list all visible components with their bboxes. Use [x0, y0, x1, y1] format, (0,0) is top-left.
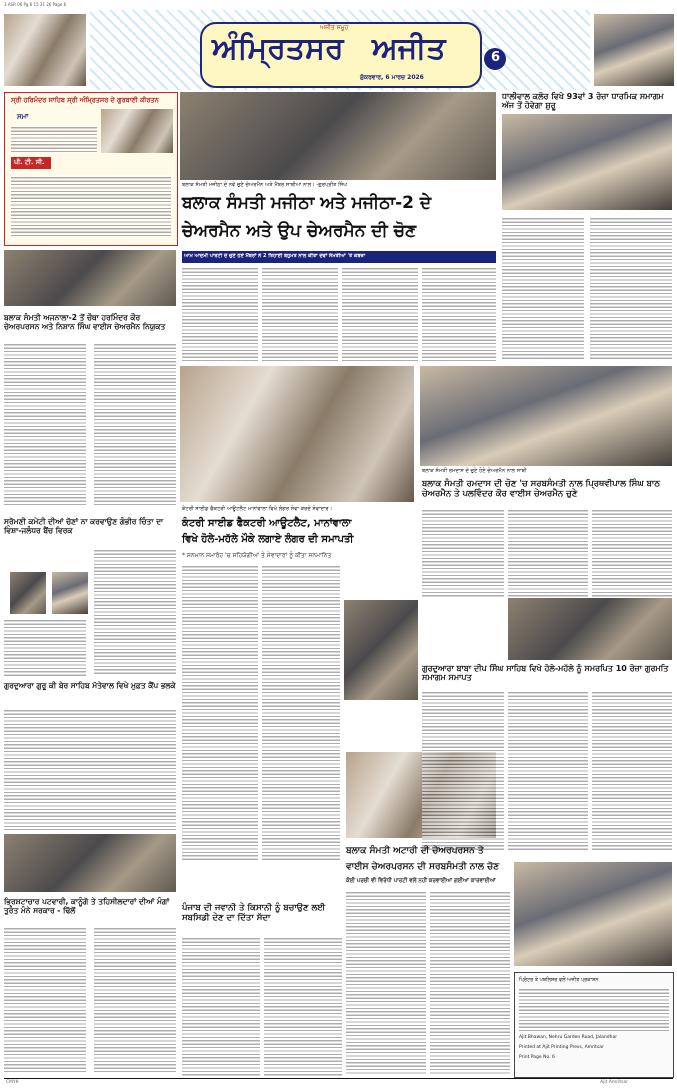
bottom-strip-left: CMYK — [6, 1080, 19, 1085]
left-story1-body-2 — [94, 342, 176, 506]
right-story3-body-3 — [592, 690, 672, 850]
right-story2-body-3 — [592, 508, 672, 598]
imprint-text — [519, 987, 669, 1031]
ad-badge: ਪੀ. ਟੀ. ਸੀ. — [14, 158, 45, 166]
right-top-photo — [502, 114, 672, 210]
left-story2-body-1 — [4, 618, 86, 676]
center-bottom-headline-2: ਵਾਈਸ ਚੇਅਰਪਰਸਨ ਦੀ ਸਰਬਸੰਮਤੀ ਨਾਲ ਚੋਣ — [346, 862, 500, 872]
right-story2-caption: ਬਲਾਕ ਸੰਮਤੀ ਰਮਦਾਸ ਦੇ ਚੁਣੇ ਹੋਏ ਚੇਅਰਮੈਨ ਨਾਲ ਸਾਥੀ — [422, 468, 527, 474]
right-story2-body-2 — [508, 508, 588, 598]
left-story2-body-2 — [94, 548, 176, 676]
masthead-small-label: ਅਜੀਤ ਸਮੂਹ — [320, 24, 349, 31]
right-story3-photo — [508, 598, 672, 660]
imprint-line3: Printed at Ajit Printing Press, Amritsar — [519, 1045, 604, 1050]
center-story-body-1 — [182, 564, 258, 860]
ad-box — [4, 92, 178, 246]
left-story2-portrait-1 — [10, 572, 46, 614]
right-story2-body-1 — [422, 508, 504, 598]
bottom-strip-right: Ajit Amritsar — [600, 1080, 629, 1085]
left-story4-photo — [4, 834, 176, 892]
left-story1-body-1 — [4, 342, 86, 506]
ad-details — [11, 175, 171, 237]
lead-headline-2: ਚੇਅਰਮੈਨ ਅਤੇ ਉਪ ਚੇਅਰਮੈਨ ਦੀ ਚੋਣ — [182, 221, 417, 241]
center-story-headline-1: ਕੰਟਰੀ ਸਾਈਡ ਫੈਕਟਰੀ ਆਊਟਲੈਟ, ਮਾਨਾਂਵਾਲਾ — [182, 518, 352, 529]
top-strip-info: 3 ASR 06 Pg 6 15 31 26 Page 6 — [4, 2, 67, 7]
center-bottom-headline-1: ਬਲਾਕ ਸੰਮਤੀ ਅਟਾਰੀ ਦੀ ਚੇਅਰਪਰਸਨ ਤੇ — [346, 846, 484, 856]
ad-photo — [101, 109, 173, 153]
imprint-box — [514, 972, 674, 1078]
masthead-title-a: ਅੰਮ੍ਰਿਤਸਰ — [212, 31, 344, 66]
imprint-line2: Ajit Bhawan, Nehru Garden Road, Jalandhar — [519, 1035, 618, 1040]
center-bottom-body-1 — [346, 890, 426, 1076]
center-story-photo — [180, 366, 414, 502]
imprint-line4: Print Page No. 6 — [519, 1055, 555, 1060]
center-story-body-2 — [262, 564, 340, 860]
center-bottom-subhead: ਕੋਈ ਪਰਚੀ ਵੀ ਵਿਰੋਧੀ ਪਾਰਟੀ ਵਲੋਂ ਨਹੀਂ ਕਰਵਾਈਆਂ ਗਈਆਂ ਕਾਰਵਾਈਆਂ — [346, 878, 496, 884]
right-top-headline: ਧਾਲੀਵਾਲ ਕਲੋਰ ਵਿਖੇ 93ਵਾਂ 3 ਰੋਜ਼ਾ ਧਾਰਮਿਕ ਸਮਾਗਮ ਅੱਜ ਤੋਂ ਹੋਵੇਗਾ ਸ਼ੁਰੂ — [502, 92, 664, 111]
right-story2-headline: ਬਲਾਕ ਸੰਮਤੀ ਰਮਦਾਸ ਦੀ ਚੋਣ 'ਚ ਸਰਬਸੰਮਤੀ ਨਾਲ ਪ੍ਰਿਥਵੀਪਾਲ ਸਿੰਘ ਬਾਠ ਚੇਅਰਮੈਨ ਤੇ ਪਲਵਿੰਦਰ ਕੌਰ ਵਾਈਸ ਚੇਅਰਮੈਨ ਚੁਣੇ — [422, 479, 660, 499]
center-story2-headline: ਪੰਜਾਬ ਦੀ ਜਵਾਨੀ ਤੇ ਕਿਸਾਨੀ ਨੂੰ ਬਚਾਉਣ ਲਈ ਸਬਸਿਡੀ ਦੇਣ ਦਾ ਦਿੱਤਾ ਸੱਦਾ — [182, 903, 326, 923]
lead-body-col2 — [262, 266, 338, 362]
center-mid-photo — [344, 600, 418, 700]
lead-photo — [180, 92, 496, 180]
center-story-caption: ਕੰਟਰੀ ਸਾਈਡ ਫੈਕਟਰੀ ਆਊਟਲੈਟ ਮਾਨਾਂਵਾਲਾ ਵਿਖੇ ਲੰਗਰ ਸੇਵਾ ਕਰਦੇ ਸੇਵਾਦਾਰ। — [182, 506, 333, 512]
masthead-left-photo — [4, 14, 86, 86]
left-story2-portrait-2 — [52, 572, 88, 614]
left-story1-headline: ਬਲਾਕ ਸੰਮਤੀ ਅਜਨਾਲਾ-2 ਤੋਂ ਚੌਥਾ ਹਰਮਿੰਦਰ ਕੌਰ ਚੇਅਰਪਰਸਨ ਅਤੇ ਨਿਸ਼ਾਨ ਸਿੰਘ ਵਾਈਸ ਚੇਅਰਮੈਨ ਨਿਯੁਕਤ — [4, 313, 166, 331]
lead-photo-caption: ਬਲਾਕ ਸੰਮਤੀ ਮਜੀਠਾ ਦੇ ਨਵੇਂ ਚੁਣੇ ਚੇਅਰਮੈਨ ਅਤੇ ਮੈਂਬਰ ਸਾਥੀਆਂ ਨਾਲ। -ਗੁਰਪ੍ਰੀਤ ਸਿੰਘ — [182, 182, 348, 188]
lead-body-col4 — [422, 266, 496, 362]
left-story2-headline: ਸ੍ਰੋਮਣੀ ਕਮੇਟੀ ਦੀਆਂ ਚੋਣਾਂ ਨਾ ਕਰਵਾਉਣ ਗੰਭੀਰ ਚਿੰਤਾ ਦਾ ਵਿਸ਼ਾ-ਜਲੰਧਰ ਬੈਂਚ ਵਿਰਕ — [4, 517, 164, 535]
center-story2-body-1 — [182, 936, 260, 1076]
masthead — [0, 10, 677, 96]
bottom-rule — [4, 1078, 673, 1079]
center-story2-body-2 — [264, 936, 342, 1076]
right-story3-body-2 — [508, 690, 588, 850]
lead-kicker: ਆਮ ਆਦਮੀ ਪਾਰਟੀ ਦੇ ਚੁਣੇ ਹੋਏ ਮੈਂਬਰਾਂ ਨੇ 2 ਤਿਹਾਈ ਬਹੁਮਤ ਨਾਲ ਕੀਤਾ ਦੋਵਾਂ ਸੰਮਤੀਆਂ 'ਤੇ ਕਬਜ਼ਾ — [184, 253, 366, 259]
page-number: 6 — [491, 50, 501, 65]
masthead-right-photo — [594, 14, 674, 86]
masthead-title-b: ਅਜੀਤ — [372, 31, 446, 66]
masthead-date: ਸ਼ੁੱਕਰਵਾਰ, 6 ਮਾਰਚ 2026 — [360, 74, 424, 81]
center-bottom-photo — [514, 862, 672, 966]
left-story1-photo — [4, 250, 176, 306]
center-bottom-body-2 — [430, 890, 510, 1076]
left-story3-headline: ਗੁਰਦੁਆਰਾ ਗੁਰੂ ਕੀ ਬੇਰ ਸਾਹਿਬ ਮੱਤੇਵਾਲ ਵਿਖੇ ਮੁਫ਼ਤ ਕੈਂਪ ਭਲਕੇ — [4, 681, 176, 690]
ad-text — [11, 125, 97, 153]
right-top-body-2 — [590, 216, 672, 360]
right-story3-body-1 — [422, 690, 504, 850]
imprint-line1: ਪ੍ਰਿੰਟਰ ਤੇ ਪਬਲਿਸ਼ਰ ਵਲੋਂ ਅਜੀਤ ਪ੍ਰਕਾਸ਼ਨ — [519, 977, 599, 983]
right-story3-headline: ਗੁਰਦੁਆਰਾ ਬਾਬਾ ਦੀਪ ਸਿੰਘ ਸਾਹਿਬ ਵਿਖੇ ਹੋਲੇ-ਮਹੱਲੇ ਨੂੰ ਸਮਰਪਿਤ 10 ਰੋਜ਼ਾ ਗੁਰਮਤਿ ਸਮਾਗਮ ਸਮਾਪਤ — [422, 664, 669, 683]
lead-body-col3 — [342, 266, 418, 362]
left-story3-body — [4, 708, 176, 830]
center-story-headline-2: ਵਿਖੇ ਹੋਲੇ-ਮਹੱਲੇ ਮੌਕੇ ਲਗਾਏ ਲੰਗਰ ਦੀ ਸਮਾਪਤੀ — [182, 534, 354, 545]
left-story4-body-2 — [94, 926, 176, 1072]
right-story2-photo — [420, 366, 672, 466]
left-story4-body-1 — [4, 926, 86, 1072]
lead-headline-1: ਬਲਾਕ ਸੰਮਤੀ ਮਜੀਠਾ ਅਤੇ ਮਜੀਠਾ-2 ਦੇ — [182, 193, 432, 213]
left-story4-headline: ਭ੍ਰਿਸ਼ਟਾਚਾਰ ਪਟਵਾਰੀ, ਕਾਨੂੰਗੋ ਤੇ ਤਹਿਸੀਲਦਾਰਾਂ ਦੀਆਂ ਮੰਗਾਂ ਤੁਰੰਤ ਮੰਨੇ ਸਰਕਾਰ - ਢਿੱਲੋਂ — [4, 897, 170, 915]
center-story-subhead: * ਸਨਮਾਨ ਸਮਾਰੋਹ 'ਚ ਸਹਿਯੋਗੀਆਂ ਤੇ ਸੇਵਾਦਾਰਾਂ ਨੂੰ ਕੀਤਾ ਸਨਮਾਨਿਤ — [182, 552, 332, 559]
lead-body-col1 — [182, 266, 258, 362]
right-top-body-1 — [502, 216, 584, 360]
ad-sub: ਸਮਾਂ — [17, 113, 29, 121]
ad-title: ਸ੍ਰੀ ਹਰਿਮੰਦਰ ਸਾਹਿਬ ਸ੍ਰੀ ਅੰਮ੍ਰਿਤਸਰ ਦੇ ਗੁਰਬਾਣੀ ਕੀਰਤਨ — [11, 96, 159, 104]
